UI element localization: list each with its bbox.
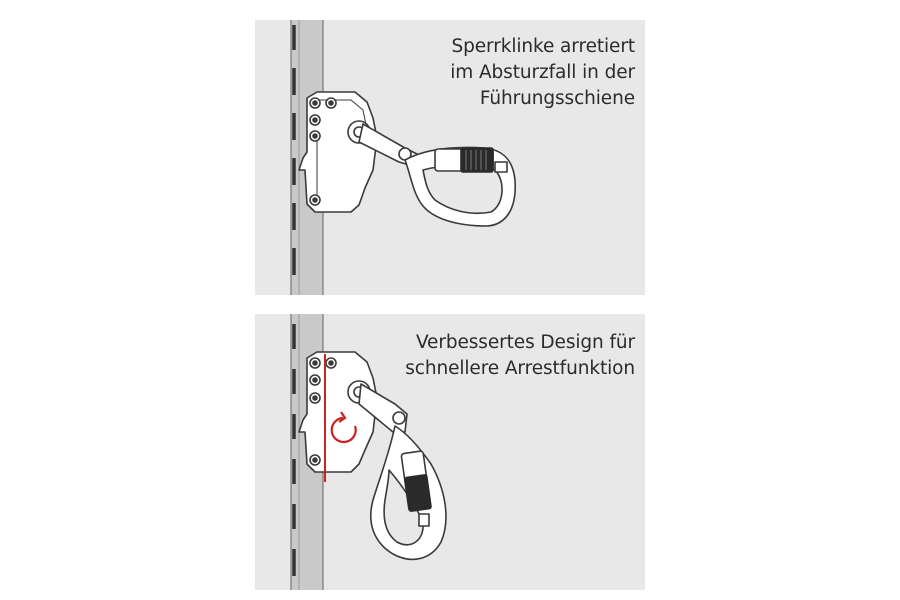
panel-bottom	[255, 314, 645, 590]
caption-line: Führungsschiene	[479, 88, 635, 109]
carabiner	[405, 148, 515, 227]
caption-line: Verbessertes Design für	[415, 332, 635, 353]
fall-arrester-device	[299, 92, 377, 212]
caption-line: im Absturzfall in der	[450, 62, 635, 83]
carabiner	[371, 426, 446, 559]
fall-arrester-device	[299, 352, 377, 472]
panel-top	[255, 20, 645, 295]
caption-top	[450, 34, 635, 112]
caption-bottom	[405, 330, 635, 382]
caption-line: Sperrklinke arretiert	[451, 36, 635, 57]
caption-line: schnellere Arrestfunktion	[405, 358, 635, 379]
